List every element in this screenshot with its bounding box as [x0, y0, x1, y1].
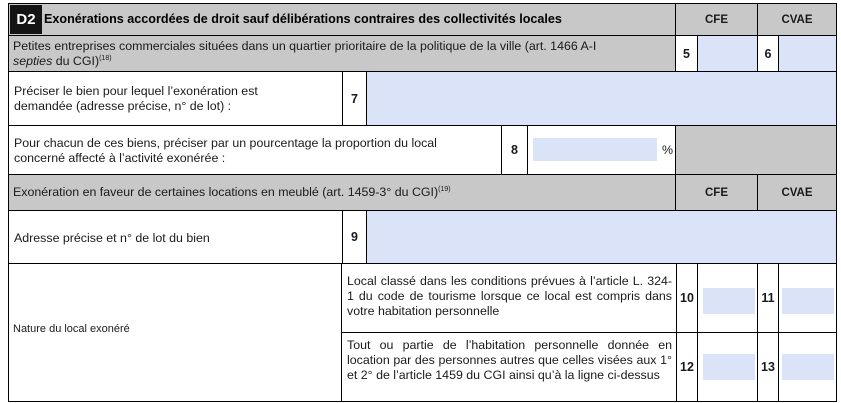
nature-label: Nature du local exonéré	[13, 323, 130, 335]
bien-label-cell	[8, 71, 343, 126]
cvae-column-header: CVAE	[757, 3, 837, 36]
footnote-19: (19)	[438, 185, 451, 193]
box-number-7: 7	[342, 71, 367, 126]
nature-option-1-text: Local classé dans les conditions prévues à l’article L. 324-1 du code de tourisme lorsque ce local est compris dans votre habitation personnelle	[347, 274, 672, 318]
petites-entreprises-label: Petites entreprises commerciales situées dans un quartier prioritaire de la politique de la ville (art. 1466 A-I septies du CGI)$^{(18)}$	[13, 39, 597, 68]
box-number-11: 11	[757, 263, 779, 333]
box-number-9: 9	[342, 210, 367, 264]
bien-label: Préciser le bien pour lequel l’exonération est demandée (adresse précise, n° de lot) :	[14, 84, 258, 113]
adresse-label: Adresse précise et n° de lot du bien	[14, 231, 210, 245]
box-number-13: 13	[757, 332, 779, 402]
bien-address-field[interactable]	[366, 71, 837, 126]
cvae-field-11[interactable]	[782, 288, 834, 314]
pourcentage-field[interactable]	[533, 138, 657, 161]
cfe-field-10[interactable]	[703, 288, 755, 314]
pourcentage-label-cell	[8, 125, 502, 175]
section-code-badge	[10, 5, 42, 34]
box-number-8: 8	[501, 125, 528, 175]
nature-option-2	[341, 332, 677, 402]
cvae-field-6[interactable]	[778, 35, 837, 72]
cvae-field-13[interactable]	[782, 354, 834, 380]
septies-text: septies	[13, 54, 53, 68]
adresse-label-cell	[8, 210, 343, 264]
box-number-6: 6	[757, 35, 779, 72]
nature-option-2-text: Tout ou partie de l’habitation personnelle donnée en location par des personnes autres que celles visées aux 1° et 2° de l’article 1459 du CGI ainsi qu’à la ligne ci-dessus	[347, 338, 672, 382]
box-number-10: 10	[676, 263, 698, 333]
pourcentage-label: Pour chacun de ces biens, préciser par un pourcentage la proportion du local concerné affecté à l’activité exonérée :	[14, 136, 437, 165]
cfe-column-header-2: CFE	[675, 174, 758, 211]
box-number-5: 5	[675, 35, 698, 72]
section-title: Exonérations accordées de droit sauf délibérations contraires des collectivités locales	[44, 12, 562, 26]
section-code: D2	[16, 11, 36, 28]
cvae-column-header-2: CVAE	[757, 174, 837, 211]
percent-sign: %	[662, 143, 674, 157]
nature-option-1	[341, 263, 677, 333]
box-number-12: 12	[676, 332, 698, 402]
adresse-field[interactable]	[366, 210, 837, 264]
cfe-field-12[interactable]	[703, 354, 755, 380]
cfe-field-5[interactable]	[697, 35, 758, 72]
footnote-18: (18)	[99, 54, 112, 62]
cfe-column-header: CFE	[675, 3, 758, 36]
meuble-section-title: Exonération en faveur de certaines locations en meublé (art. 1459-3° du CGI)$^{(19)}$	[13, 185, 451, 199]
pourcentage-gray-block	[675, 125, 837, 175]
